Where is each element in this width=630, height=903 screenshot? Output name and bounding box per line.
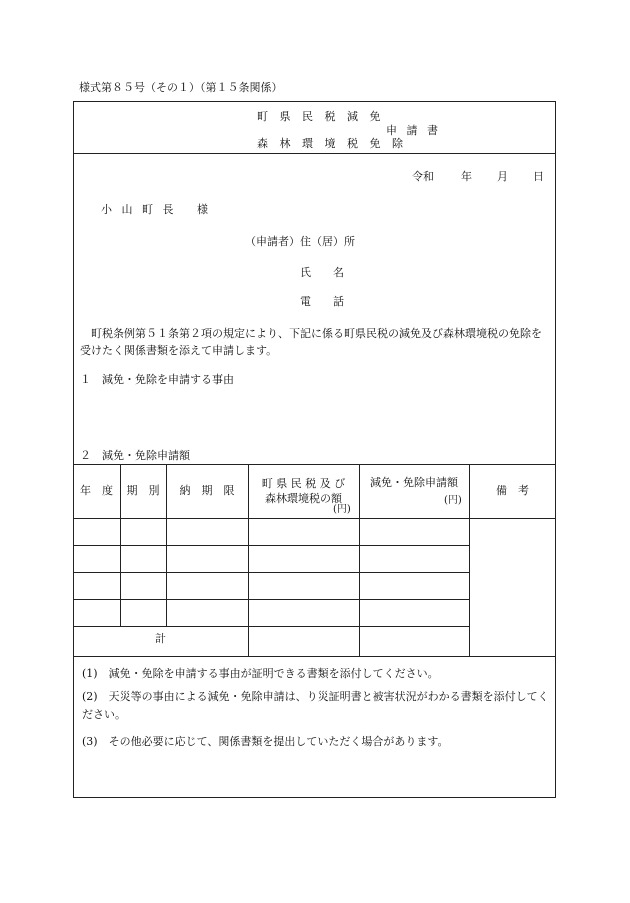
section-2-heading: ２ 減免・免除申請額: [80, 449, 190, 462]
note-3: (3) その他必要に応じて、関係書類を提出していただく場合があります。: [82, 735, 449, 748]
title-line-2: 森 林 環 境 税 免 除: [257, 137, 407, 150]
addressee: 小 山 町 長 様: [101, 203, 211, 216]
header-remarks: 備 考: [496, 483, 529, 497]
total-label: 計: [155, 632, 166, 645]
table-row-line: [73, 545, 469, 546]
date-year: 年: [461, 170, 472, 183]
table-bottom-border: [73, 656, 556, 657]
applicant-phone-label: 電 話: [300, 295, 344, 308]
section-1-heading: １ 減免・免除を申請する事由: [80, 373, 234, 386]
header-tax-amount-line2: 森林環境税の額: [265, 492, 342, 505]
application-statement: [80, 325, 552, 359]
form-number: 様式第８５号（その１）（第１５条関係）: [79, 81, 283, 94]
table-row-line: [73, 626, 469, 627]
applicant-address-label: （申請者）住（居）所: [245, 235, 355, 248]
title-application: 申 請 書: [386, 124, 441, 137]
title-line-1: 町 県 民 税 減 免: [257, 110, 385, 123]
table-row-line: [73, 572, 469, 573]
header-deadline: 納 期 限: [179, 483, 235, 497]
note-1: (1) 減免・免除を申請する事由が証明できる書類を添付してください。: [82, 667, 439, 680]
date-month: 月: [497, 170, 508, 183]
header-exempt-unit: (円): [444, 495, 462, 506]
date-era: 令和: [412, 170, 434, 183]
date-row: [412, 170, 544, 184]
header-year: 年 度: [80, 483, 113, 497]
header-period: 期 別: [126, 483, 160, 497]
table-row-line: [73, 599, 469, 600]
application-statement-text: 町税条例第５１条第２項の規定により、下記に係る町県民税の減免及び森林環境税の免除を受けたく関係書類を添えて申請します。: [80, 327, 542, 357]
header-tax-amount-line1: 町 県 民 税 及 び: [261, 477, 346, 490]
title-divider: [73, 153, 556, 154]
header-exempt-amount: 減免・免除申請額: [370, 475, 458, 489]
note-2: (2) 天災等の事由による減免・免除申請は、り災証明書と被害状況がわかる書類を添付してください。: [82, 690, 549, 721]
table-header-border: [73, 518, 556, 519]
date-day: 日: [533, 170, 544, 183]
header-tax-unit: (円): [333, 504, 351, 515]
applicant-name-label: 氏 名: [300, 266, 344, 279]
